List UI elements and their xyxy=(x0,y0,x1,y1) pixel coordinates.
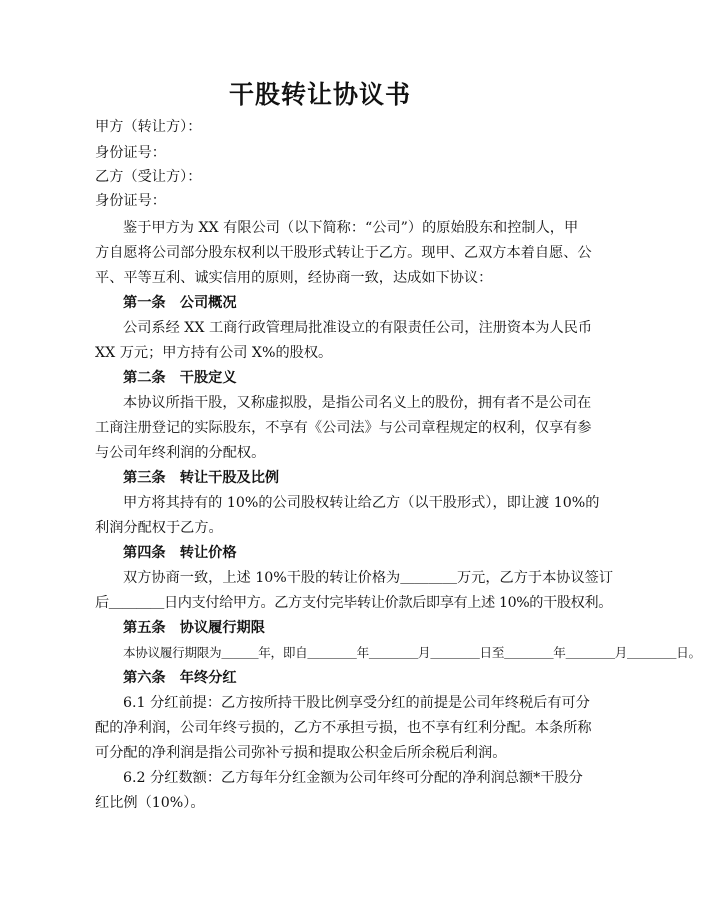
article-text: 6.1 分红前提：乙方按所持干股比例享受分红的前提是公司年终税后有可分 xyxy=(123,695,590,711)
article-text: 本协议履行期限为＿＿＿年，即自＿＿＿＿年＿＿＿＿月＿＿＿＿日至＿＿＿＿年＿＿＿＿月＿＿＿＿日。 xyxy=(123,645,701,660)
article-heading: 第五条 协议履行期限 xyxy=(123,620,265,636)
article-text: 6.2 分红数额：乙方每年分红金额为公司年终可分配的净利润总额*干股分 xyxy=(123,770,583,786)
article-heading: 第六条 年终分红 xyxy=(123,670,237,686)
article-heading: 第二条 干股定义 xyxy=(123,370,237,386)
preamble-line: 方自愿将公司部分股东权利以干股形式转让于乙方。现甲、乙双方本着自愿、公 xyxy=(95,245,592,261)
article-heading: 第一条 公司概况 xyxy=(123,295,237,311)
document-title: 干股转让协议书 xyxy=(228,80,411,109)
party-a-label: 甲方（转让方）： xyxy=(95,119,202,135)
party-b-id-label: 身份证号： xyxy=(95,193,166,209)
article-text: 甲方将其持有的 10%的公司股权转让给乙方（以干股形式），即让渡 10%的 xyxy=(123,495,600,511)
article-text: XX 万元；甲方持有公司 X%的股权。 xyxy=(95,345,333,361)
party-b-label: 乙方（受让方）： xyxy=(95,169,202,185)
article-text: 公司系经 XX 工商行政管理局批准设立的有限责任公司，注册资本为人民币 xyxy=(123,320,593,336)
article-heading: 第三条 转让干股及比例 xyxy=(123,470,280,486)
article-text: 双方协商一致，上述 10%干股的转让价格为＿＿＿＿万元，乙方于本协议签订 xyxy=(123,570,614,586)
article-text: 利润分配权于乙方。 xyxy=(95,520,223,536)
article-text: 红比例（10%）。 xyxy=(95,795,205,811)
article-text: 与公司年终利润的分配权。 xyxy=(95,445,266,461)
article-text: 工商注册登记的实际股东，不享有《公司法》与公司章程规定的权利，仅享有参 xyxy=(95,420,592,436)
preamble-line: 鉴于甲方为 XX 有限公司（以下简称：“公司”）的原始股东和控制人，甲 xyxy=(123,220,579,236)
article-text: 本协议所指干股，又称虚拟股，是指公司名义上的股份，拥有者不是公司在 xyxy=(123,395,592,411)
preamble-line: 平、平等互利、诚实信用的原则，经协商一致，达成如下协议： xyxy=(95,270,493,286)
article-text: 配的净利润，公司年终亏损的，乙方不承担亏损，也不享有红利分配。本条所称 xyxy=(95,720,592,736)
article-text: 可分配的净利润是指公司弥补亏损和提取公积金后所余税后利润。 xyxy=(95,745,507,761)
article-heading: 第四条 转让价格 xyxy=(123,545,237,561)
article-text: 后＿＿＿＿日内支付给甲方。乙方支付完毕转让价款后即享有上述 10%的干股权利。 xyxy=(95,595,613,611)
party-a-id-label: 身份证号： xyxy=(95,145,166,161)
